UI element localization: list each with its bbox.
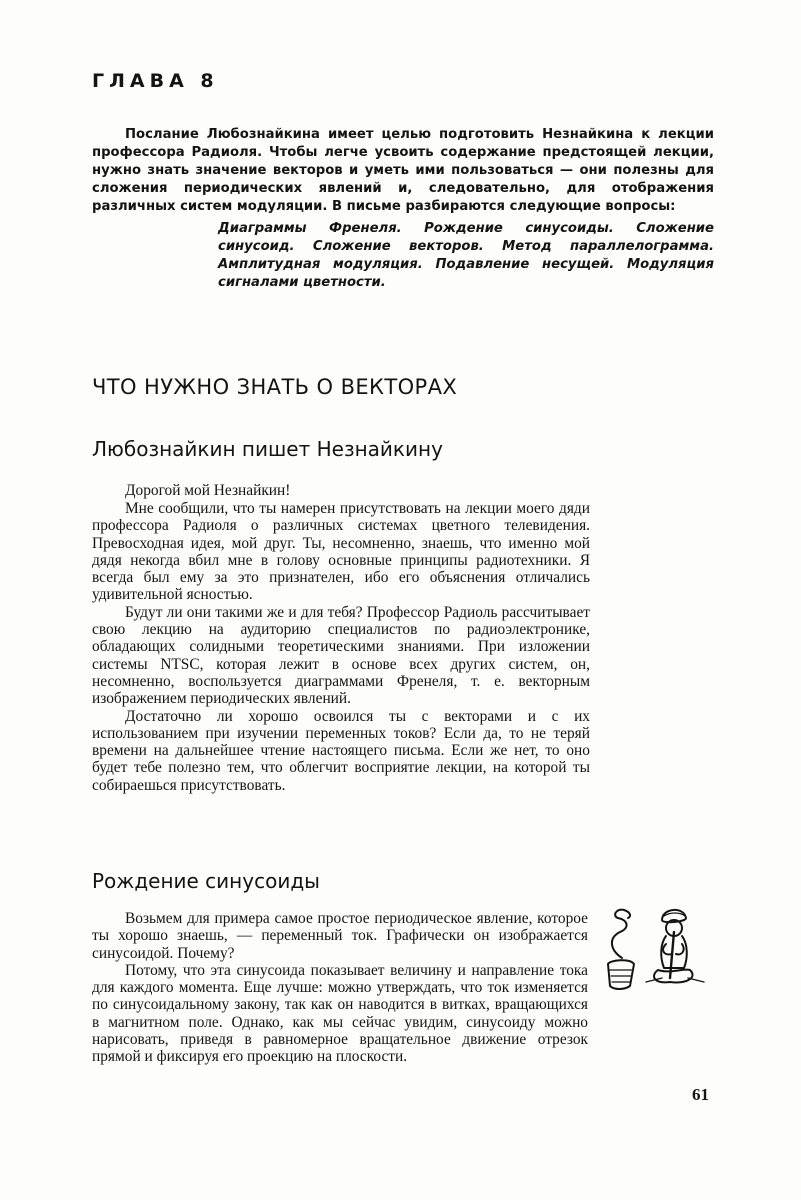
letter-body: [92, 500, 590, 794]
chapter-heading: ГЛАВА 8: [92, 70, 219, 92]
sinusoid-paragraph: Возьмем для примера самое простое периодическое явление, которое ты хорошо знаешь, — переменный ток. Графически он изображается синусоидой. Почему?: [92, 910, 588, 962]
sinusoid-body: [92, 910, 588, 1066]
snake-charmer-illustration: [600, 898, 720, 998]
sinusoid-paragraph: Потому, что эта синусоида показывает величину и направление тока для каждого момента. Еще лучше: можно утверждать, что ток изменяется по синусоидальному закону, так как он наводится в витках, вращающихся в магнитном поле. Однако, как мы сейчас увидим, синусоиду можно нарисовать, приведя в равномерное вращательное движение отрезок прямой и фиксируя его проекцию на плоскости.: [92, 961, 588, 1066]
letter-greeting: [92, 482, 590, 499]
letter-title: Любознайкин пишет Незнайкину: [92, 437, 443, 461]
chapter-summary: Послание Любознайкина имеет целью подготовить Незнайкина к лекции профессора Радиоля. Чтобы легче усвоить содержание предстоящей лекции, нужно знать значение векторов и уметь ими пользоваться — они полезны для сложения периодических явлений и, следовательно, для отображения различных систем модуляции. В письме разбираются следующие вопросы:: [92, 127, 714, 214]
sinusoid-title: Рождение синусоиды: [92, 869, 320, 893]
topics-list: Диаграммы Френеля. Рождение синусоиды. Сложение синусоид. Сложение векторов. Метод параллелограмма. Амплитудная модуляция. Подавление несущей. Модуляция сигналами цветности.: [218, 221, 714, 290]
letter-paragraph: Достаточно ли хорошо освоился ты с векторами и с их использованием при изучении переменных токов? Если да, то не теряй времени на дальнейшее чтение настоящего письма. Если же нет, то оно будет тебе полезно тем, что облегчит восприятие лекции, на которой ты собираешься присутствовать.: [92, 707, 590, 794]
page-number: 61: [692, 1085, 709, 1104]
letter-paragraph: Будут ли они такими же и для тебя? Профессор Радиоль рассчитывает свою лекцию на аудиторию специалистов по радиоэлектронике, обладающих солидными теоретическими знаниями. При изложении системы NTSC, которая лежит в основе всех других систем, он, несомненно, воспользуется диаграммами Френеля, т. е. векторным изображением периодических явлений.: [92, 603, 590, 708]
greeting-line: Дорогой мой Незнайкин!: [125, 482, 291, 499]
section-title: ЧТО НУЖНО ЗНАТЬ О ВЕКТОРАХ: [92, 375, 458, 399]
letter-paragraph: Мне сообщили, что ты намерен присутствовать на лекции моего дяди профессора Радиоля о различных системах цветного телевидения. Превосходная идея, мой друг. Ты, несомненно, знаешь, что именно мой дядя некогда вбил мне в голову основные принципы радиотехники. Я всегда был ему за это признателен, ибо его объяснения отличались удивительной ясностью.: [92, 500, 590, 604]
